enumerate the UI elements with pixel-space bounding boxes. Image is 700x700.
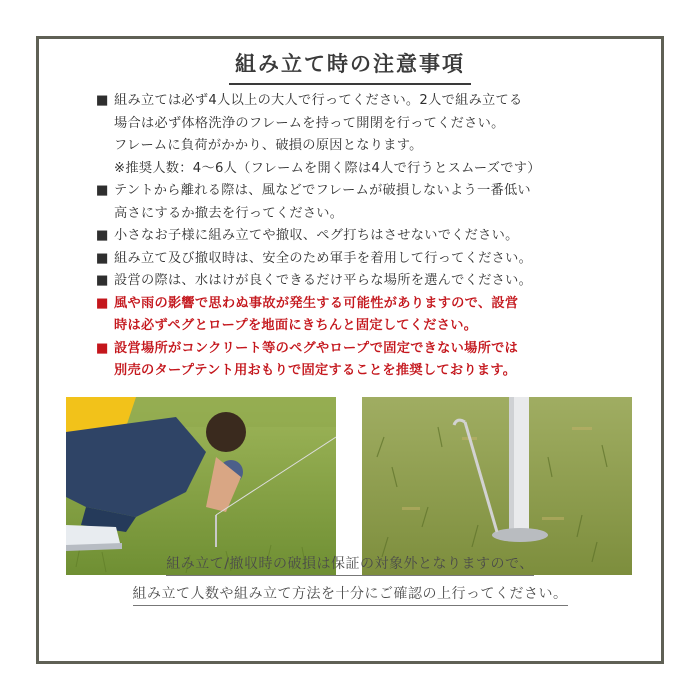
peg-staking-photo-illustration <box>66 397 336 575</box>
square-bullet-icon: ■ <box>96 183 109 198</box>
warning-item-2 <box>96 338 616 383</box>
warning-line: 時は必ずペグとロープを地面にきちんと固定してください。 <box>114 318 478 333</box>
caution-line: 組み立ては必ず4人以上の大人で行ってください。2人で組み立てる <box>114 93 523 108</box>
warning-item-1 <box>96 293 616 338</box>
warning-line: 別売のタープテント用おもりで固定することを推奨しております。 <box>114 363 517 378</box>
square-bullet-icon: ■ <box>96 250 109 266</box>
caution-line: 小さなお子様に組み立てや撤収、ペグ打ちはさせないでください。 <box>114 228 519 243</box>
warning-line: 設営場所がコンクリート等のペグやロープで固定できない場所では <box>114 340 519 356</box>
caution-line: 設営の際は、水はけが良くできるだけ平らな場所を選んでください。 <box>114 273 533 288</box>
warning-line: 風や雨の影響で思わぬ事故が発生する可能性がありますので、設営 <box>114 295 519 311</box>
caution-item-1 <box>96 90 616 180</box>
caution-line: 場合は必ず体格洗浄のフレームを持って開閉を行ってください。 <box>114 115 505 131</box>
footer-text-2: 組み立て人数や組み立て方法を十分にご確認の上行ってください。 <box>133 583 568 606</box>
footer-text-1: 組み立て/撤収時の破損は保証の対象外となりますので、 <box>166 553 533 576</box>
caution-item-5 <box>96 270 616 293</box>
caution-line: 高さにするか撤去を行ってください。 <box>114 205 344 221</box>
page-title <box>0 48 700 85</box>
caution-line: ※推奨人数：4〜6人（フレームを開く際は4人で行うとスムーズです） <box>114 160 541 176</box>
square-bullet-icon: ■ <box>96 295 109 311</box>
caution-item-3 <box>96 225 616 248</box>
caution-item-4 <box>96 248 616 271</box>
title-text: 組み立て時の注意事項 <box>229 48 471 85</box>
caution-line: テントから離れる際は、風などでフレームが破損しないよう一番低い <box>114 183 531 198</box>
caution-item-2 <box>96 180 616 225</box>
footer-note-line-2 <box>0 583 700 606</box>
peg-tent-leg-photo-illustration <box>362 397 632 575</box>
square-bullet-icon: ■ <box>96 273 109 288</box>
square-bullet-icon: ■ <box>96 228 109 243</box>
square-bullet-icon: ■ <box>96 93 109 108</box>
photo-person-staking-peg <box>66 397 336 575</box>
caution-list <box>96 90 616 383</box>
footer-note-line-1 <box>0 553 700 576</box>
square-bullet-icon: ■ <box>96 340 109 356</box>
photo-peg-and-tent-leg <box>362 397 632 575</box>
caution-line: フレームに負荷がかかり、破損の原因となります。 <box>114 138 423 153</box>
caution-line: 組み立て及び撤収時は、安全のため軍手を着用して行ってください。 <box>114 250 533 266</box>
